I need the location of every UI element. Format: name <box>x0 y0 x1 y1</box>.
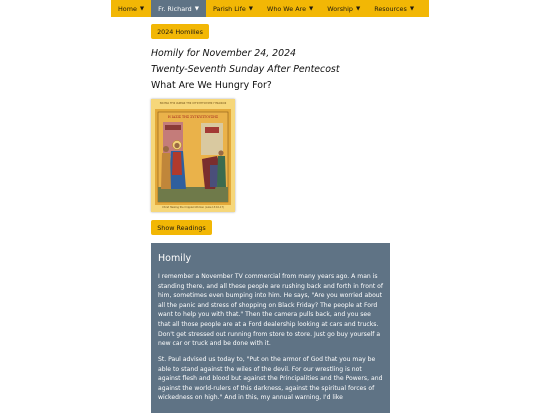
homilies-2024-button[interactable]: 2024 Homilies <box>151 24 209 39</box>
chevron-down-icon: ▼ <box>139 5 145 12</box>
nav-who-we-are-label: Who We Are <box>267 4 307 13</box>
chevron-down-icon: ▼ <box>355 5 361 12</box>
icon-caption-bottom: Christ Healing the Crippled Woman (Luke 13:10-17) <box>162 206 224 209</box>
nav-worship[interactable] <box>320 0 367 17</box>
chevron-down-icon: ▼ <box>248 5 253 12</box>
homily-topic: What Are We Hungry For? <box>151 80 272 91</box>
healing-icon-painting <box>155 109 231 205</box>
homily-text-box <box>151 243 390 413</box>
show-readings-button[interactable]: Show Readings <box>151 220 212 235</box>
homily-paragraph: St. Paul advised us today to, "Put on the armor of God that you may be able to stand against the wiles of the devil. For our wrestling is not against flesh and blood but against the Principalities and the Powers, and against the world-rulers of this darkness, against the spiritual forces of wickedness on high." And in this, my annual warning, I'd like <box>158 356 383 402</box>
homily-date: Homily for November 24, 2024 <box>151 48 297 59</box>
homily-heading: Homily <box>158 253 192 264</box>
chevron-down-icon: ▼ <box>409 5 415 12</box>
nav-fr-richard-label: Fr. Richard <box>158 4 192 13</box>
nav-home[interactable] <box>111 0 151 17</box>
nav-parish-life[interactable] <box>206 0 260 17</box>
icon-image <box>151 99 235 212</box>
liturgical-sunday: Twenty-Seventh Sunday After Pentecost <box>151 64 340 75</box>
nav-resources-label: Resources <box>374 4 407 13</box>
homily-paragraph: I remember a November TV commercial from many years ago. A man is standing there, and all these people are rushing back and forth in front of him, sometimes even bumping into him. He says, "Are you worried about all the panic and stress of shopping on Black Friday? The people at Ford want to help you with that." Then the camera pulls back, and you see that all those people are at a Ford dealership looking at cars and trucks. Don't get stressed out running from store to store. Just go buy yourself a new car or truck and be done with it. <box>158 273 384 348</box>
icon-header-text: Η ΙΑΣΙΣ ΤΗΣ ΣΥΓΚΥΠΤΟΥΣΗΣ <box>167 115 219 119</box>
nav-parish-life-label: Parish Life <box>212 4 246 13</box>
chevron-down-icon: ▼ <box>194 5 199 12</box>
nav-who-we-are[interactable] <box>260 0 320 17</box>
nav-resources[interactable] <box>367 0 421 17</box>
nav-home-label: Home <box>118 4 137 13</box>
main-nav <box>111 0 429 17</box>
chevron-down-icon: ▼ <box>309 5 314 12</box>
nav-worship-label: Worship <box>327 4 353 13</box>
nav-fr-richard[interactable] <box>151 0 206 17</box>
icon-caption-top: ΘΑΥΜΑ ΤΗΣ ΙΑΣΕΩΣ ΤΗΣ ΣΥΓΚΥΠΤΟΥΣΗΣ ΓΥΝΑΙΚΟΣ <box>159 102 227 105</box>
